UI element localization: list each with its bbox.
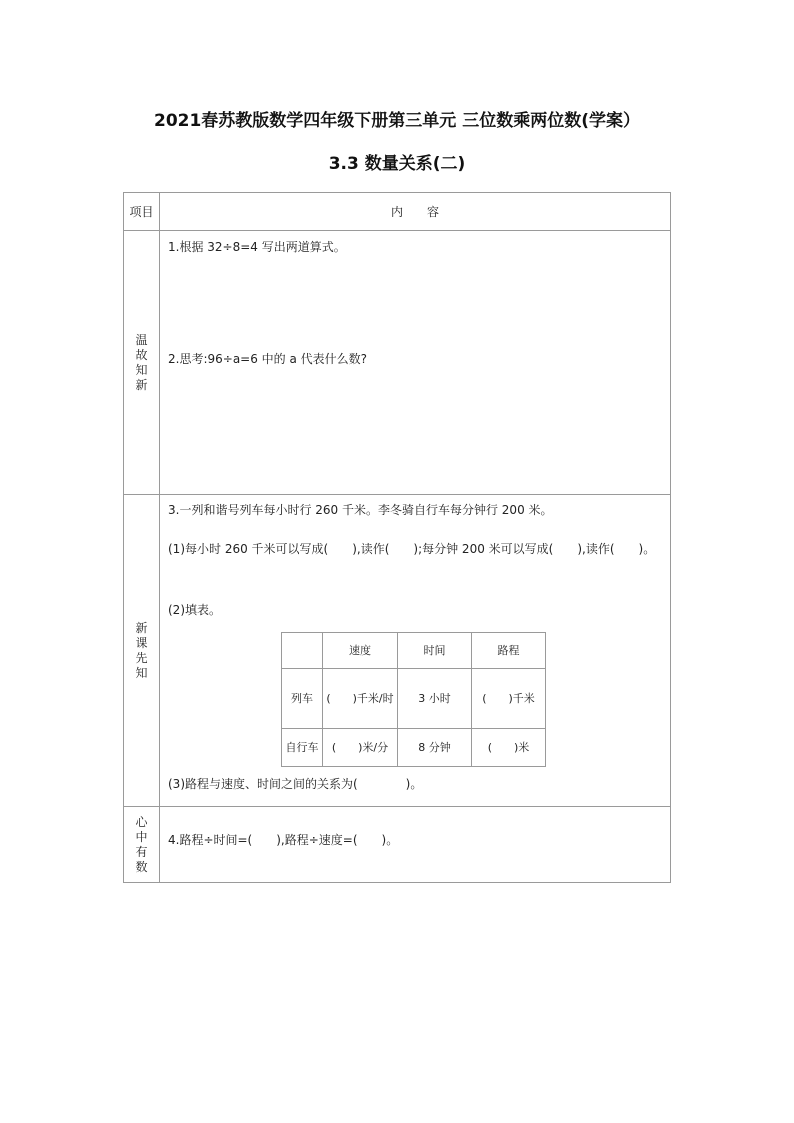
question-4: 4.路程÷时间=( ),路程÷速度=( )。 <box>168 833 399 847</box>
question-3-part-2: (2)填表。 <box>168 603 221 617</box>
question-3-part-3: (3)路程与速度、时间之间的关系为( )。 <box>168 777 423 791</box>
question-2: 2.思考:96÷a=6 中的 a 代表什么数? <box>168 352 368 366</box>
lesson-subtitle: 3.3 数量关系(二) <box>328 154 466 174</box>
header-item: 项目 <box>124 193 160 231</box>
section-label-preview: 新课先知 <box>135 620 148 680</box>
worksheet-table <box>123 192 671 883</box>
inner-header-time: 时间 <box>398 633 472 669</box>
question-1: 1.根据 32÷8=4 写出两道算式。 <box>168 240 346 254</box>
speed-time-distance-table <box>281 632 546 767</box>
question-3: 3.一列和谐号列车每小时行 260 千米。李冬骑自行车每分钟行 200 米。 <box>168 503 553 517</box>
inner-cell: 列车 <box>282 669 323 729</box>
inner-cell: ( )千米/时 <box>323 669 398 729</box>
header-row <box>124 193 671 231</box>
document-title: 2021春苏教版数学四年级下册第三单元 三位数乘两位数(学案） <box>153 111 640 131</box>
inner-cell: ( )千米 <box>472 669 546 729</box>
inner-header-speed: 速度 <box>323 633 398 669</box>
question-3-part-1: (1)每小时 260 千米可以写成( ),读作( );每分钟 200 米可以写成( ),读作( )。 <box>168 542 656 556</box>
header-content: 内 容 <box>160 193 671 231</box>
inner-header-blank <box>282 633 323 669</box>
section-preview <box>124 495 671 807</box>
inner-row-train <box>282 669 546 729</box>
inner-cell: 自行车 <box>282 729 323 767</box>
inner-cell: 3 小时 <box>398 669 472 729</box>
section-label-review: 温故知新 <box>135 332 148 392</box>
inner-row-bicycle <box>282 729 546 767</box>
inner-header-distance: 路程 <box>472 633 546 669</box>
inner-header-row <box>282 633 546 669</box>
inner-cell: ( )米 <box>472 729 546 767</box>
inner-cell: ( )米/分 <box>323 729 398 767</box>
section-review <box>124 231 671 495</box>
inner-cell: 8 分钟 <box>398 729 472 767</box>
section-summary <box>124 807 671 883</box>
section-label-summary: 心中有数 <box>135 814 148 874</box>
